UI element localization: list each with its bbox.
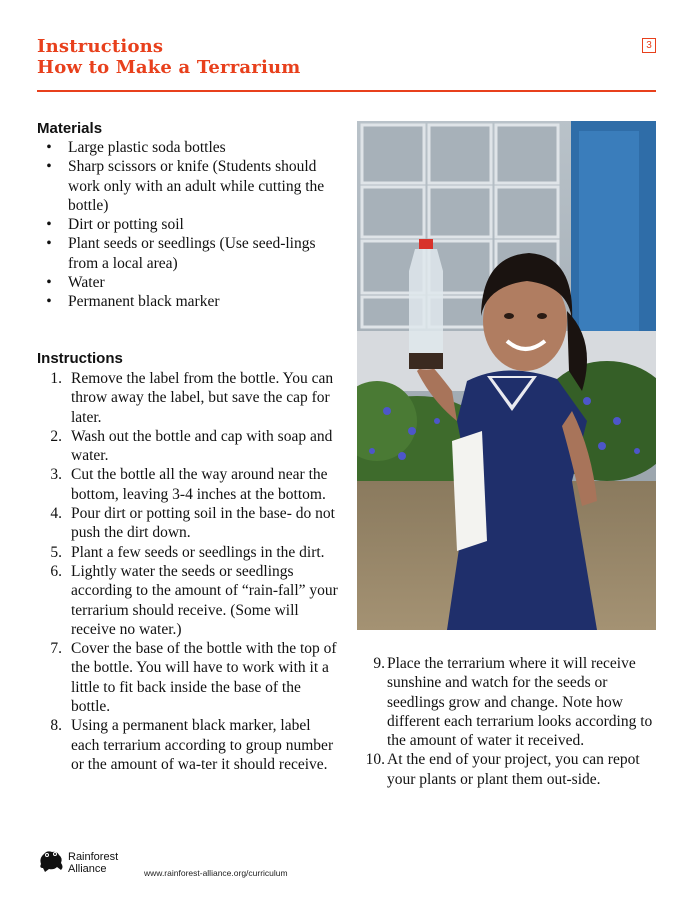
list-item: • Permanent black marker	[46, 293, 220, 311]
title-line-2: How to Make a Terrarium	[37, 57, 301, 78]
footer-url[interactable]: www.rainforest-alliance.org/curriculum	[144, 868, 288, 878]
materials-list	[37, 138, 343, 312]
list-item: 5. Plant a few seeds or seedlings in the dirt.	[50, 543, 325, 561]
list-item: 6. Lightly water the seeds or seedlings according to the amount of “rain-fall” your terrarium should receive. (Some will receive no water.)	[50, 562, 338, 638]
list-item: 7. Cover the base of the bottle with the top of the bottle. You will have to work with it a little to fit back inside the base of the bottle.	[50, 640, 337, 716]
instructions-list-continued	[357, 654, 657, 789]
page-title	[37, 36, 301, 78]
list-item: 8. Using a permanent black marker, label each terrarium according to group number or the amount of wa-ter it should receive.	[50, 717, 334, 773]
title-line-1: Instructions	[37, 36, 164, 57]
list-item: 2. Wash out the bottle and cap with soap and water.	[50, 427, 333, 465]
list-item: • Water	[46, 274, 105, 292]
frog-icon	[37, 846, 65, 879]
list-item: 1. Remove the label from the bottle. You can throw away the label, but save the cap for later.	[50, 370, 334, 426]
photo-girl-with-terrarium	[357, 121, 656, 630]
list-item: • Plant seeds or seedlings (Use seed-lings from a local area)	[46, 235, 316, 272]
list-item: 4. Pour dirt or potting soil in the base- do not push the dirt down.	[50, 505, 335, 542]
instructions-list	[40, 369, 340, 774]
header-divider	[37, 90, 656, 92]
list-item: 3. Cut the bottle all the way around near the bottom, leaving 3-4 inches at the bottom.	[50, 466, 328, 503]
list-item: • Sharp scissors or knife (Students should work only with an adult while cutting the bottle)	[46, 158, 325, 214]
list-item: • Dirt or potting soil	[46, 216, 184, 234]
logo-text: Rainforest Alliance	[68, 850, 119, 875]
list-item: 9. Place the terrarium where it will receive sunshine and watch for the seeds or seedlings grow and change. Note how different each terrarium looks according to the amount of water it received.	[373, 655, 653, 750]
list-item: 10. At the end of your project, you can repot your plants or plant them out-side.	[365, 751, 640, 788]
list-item: • Large plastic soda bottles	[46, 139, 226, 156]
page-number: 3	[642, 38, 656, 53]
instructions-heading: Instructions	[37, 350, 123, 367]
rainforest-alliance-logo	[37, 846, 118, 879]
materials-heading: Materials	[37, 120, 103, 137]
